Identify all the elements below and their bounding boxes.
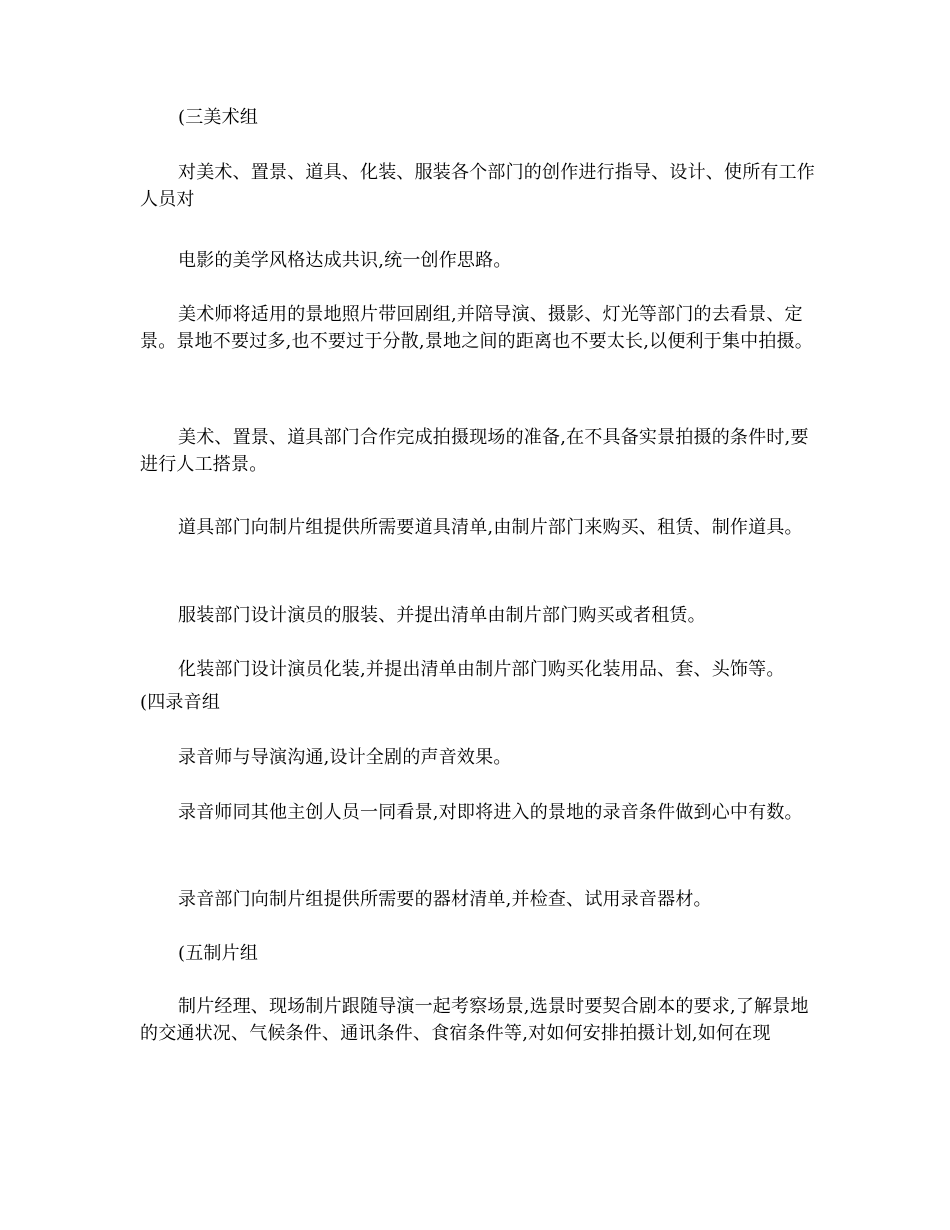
paragraph-sound-design: 录音师与导演沟通,设计全剧的声音效果。 bbox=[178, 747, 512, 768]
paragraph-production-scouting: 制片经理、现场制片跟随导演一起考察场景,选景时要契合剧本的要求,了解景地的交通状况、气候条件、通讯条件、食宿条件等,对如何安排拍摄计划,如何在现 bbox=[140, 996, 809, 1044]
paragraph-location-photos: 美术师将适用的景地照片带回剧组,并陪导演、摄影、灯光等部门的去看景、定景。景地不要过多,也不要过于分散,景地之间的距离也不要太长,以便利于集中拍摄。 bbox=[140, 304, 813, 352]
paragraph-props-list: 道具部门向制片组提供所需要道具清单,由制片部门来购买、租赁、制作道具。 bbox=[178, 517, 803, 538]
section-heading-art-group: (三美术组 bbox=[178, 107, 259, 128]
paragraph-costume-design: 服装部门设计演员的服装、并提出清单由制片部门购买或者租赁。 bbox=[178, 605, 706, 626]
paragraph-sound-equipment: 录音部门向制片组提供所需要的器材清单,并检查、试用录音器材。 bbox=[178, 889, 712, 910]
section-heading-sound-group: (四录音组 bbox=[140, 692, 221, 713]
section-heading-production-group: (五制片组 bbox=[178, 943, 259, 964]
paragraph-aesthetic-consensus: 电影的美学风格达成共识,统一创作思路。 bbox=[178, 250, 512, 271]
paragraph-makeup-design: 化装部门设计演员化装,并提出清单由制片部门购买化装用品、套、头饰等。 bbox=[178, 659, 785, 680]
paragraph-set-preparation: 美术、置景、道具部门合作完成拍摄现场的准备,在不具备实景拍摄的条件时,要进行人工搭景。 bbox=[140, 427, 809, 475]
paragraph-sound-location-check: 录音师同其他主创人员一同看景,对即将进入的景地的录音条件做到心中有数。 bbox=[178, 802, 803, 823]
paragraph-art-guidance: 对美术、置景、道具、化装、服装各个部门的创作进行指导、设计、使所有工作人员对 bbox=[140, 162, 815, 210]
